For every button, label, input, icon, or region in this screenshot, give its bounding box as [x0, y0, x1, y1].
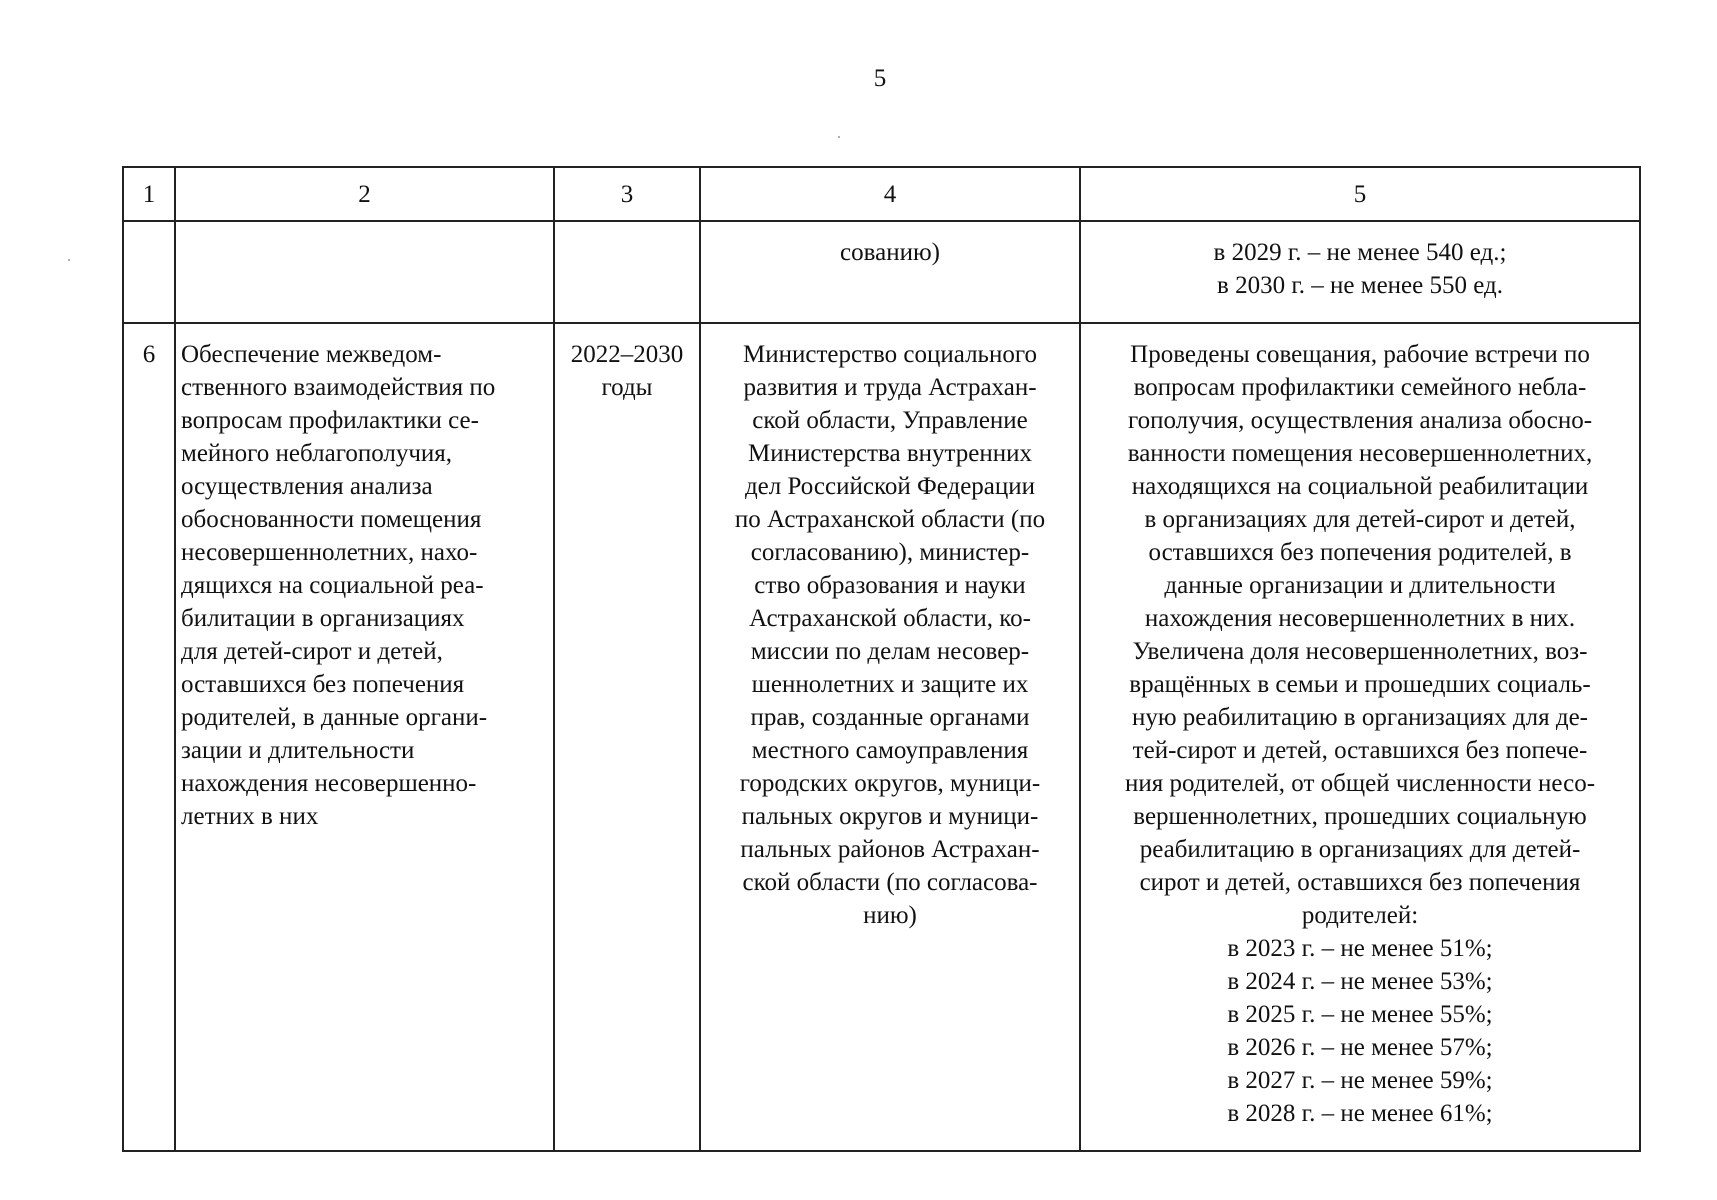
text-line: в 2023 г. – не менее 51%;	[1227, 935, 1493, 962]
text-line: Министерство социального	[743, 341, 1037, 368]
text-line: данные организации и длительности	[1164, 572, 1556, 599]
text-line: вращённых в семьи и прошедших социаль-	[1129, 671, 1591, 698]
text-line: в 2030 г. – не менее 550 ед.	[1217, 272, 1503, 299]
continuation-measure-cell	[175, 221, 554, 323]
page-number: 5	[873, 65, 887, 92]
header-cell-2: 2	[175, 167, 554, 221]
text-line: прав, созданные органами	[750, 704, 1030, 731]
scan-speck	[838, 136, 840, 138]
header-cell-4: 4	[700, 167, 1080, 221]
text-line: ской области, Управление	[752, 407, 1028, 434]
text-line: находящихся на социальной реабилитации	[1131, 473, 1589, 500]
text-line: реабилитацию в организациях для детей-	[1139, 836, 1581, 863]
row-number-cell: 6	[123, 323, 175, 1151]
measure-cell	[175, 323, 554, 1151]
text-line: гополучия, осуществления анализа обосно-	[1127, 407, 1593, 434]
text-line: Увеличена доля несовершеннолетних, воз-	[1132, 638, 1588, 665]
continuation-number-cell	[123, 221, 175, 323]
text-line: Обеспечение межведом-	[181, 341, 442, 368]
header-cell-1: 1	[123, 167, 175, 221]
continuation-period-cell	[554, 221, 700, 323]
text-line: по Астраханской области (по	[734, 506, 1046, 533]
text-line: родителей, в данные органи-	[181, 704, 488, 731]
text-line: сованию)	[840, 239, 940, 266]
text-line: сирот и детей, оставшихся без попечения	[1139, 869, 1581, 896]
text-line: 2022–2030	[570, 341, 684, 368]
text-line: в 2028 г. – не менее 61%;	[1227, 1100, 1493, 1127]
text-line: в 2026 г. – не менее 57%;	[1227, 1034, 1493, 1061]
measures-table	[122, 166, 1641, 1152]
text-line: миссии по делам несовер-	[750, 638, 1030, 665]
scan-speck	[68, 259, 70, 261]
table-row-continuation	[123, 221, 1640, 323]
text-line: в 2025 г. – не менее 55%;	[1227, 1001, 1493, 1028]
text-line: ния родителей, от общей численности несо-	[1124, 770, 1596, 797]
text-line: для детей-сирот и детей,	[181, 638, 443, 665]
text-line: вершеннолетних, прошедших социальную	[1133, 803, 1587, 830]
period-cell	[554, 323, 700, 1151]
continuation-executors-cell	[700, 221, 1080, 323]
text-line: вопросам профилактики се-	[181, 407, 479, 434]
text-line: нахождения несовершенно-	[181, 770, 477, 797]
executors-cell	[700, 323, 1080, 1151]
text-line: Астраханской области, ко-	[749, 605, 1031, 632]
text-line: родителей:	[1301, 902, 1419, 929]
text-line: билитации в организациях	[181, 605, 465, 632]
text-line: мейного неблагополучия,	[181, 440, 453, 467]
header-cell-5: 5	[1080, 167, 1640, 221]
text-line: Министерства внутренних	[748, 440, 1032, 467]
text-line: ную реабилитацию в организациях для де-	[1132, 704, 1588, 731]
text-line: нию)	[863, 902, 917, 929]
text-line: городских округов, муници-	[739, 770, 1041, 797]
results-cell	[1080, 323, 1640, 1151]
text-line: развития и труда Астрахан-	[743, 374, 1037, 401]
header-cell-3: 3	[554, 167, 700, 221]
text-line: в 2029 г. – не менее 540 ед.;	[1213, 239, 1507, 266]
text-line: ской области (по согласова-	[742, 869, 1038, 896]
continuation-results-cell	[1080, 221, 1640, 323]
text-line: вопросам профилактики семейного небла-	[1133, 374, 1587, 401]
text-line: согласованию), министер-	[750, 539, 1030, 566]
text-line: ство образования и науки	[754, 572, 1026, 599]
text-line: летних в них	[181, 803, 319, 830]
text-line: оставшихся без попечения	[181, 671, 465, 698]
text-line: ственного взаимодействия по	[181, 374, 496, 401]
text-line: в 2027 г. – не менее 59%;	[1227, 1067, 1493, 1094]
text-line: Проведены совещания, рабочие встречи по	[1130, 341, 1590, 368]
text-line: дящихся на социальной реа-	[181, 572, 484, 599]
text-line: пальных районов Астрахан-	[740, 836, 1040, 863]
text-line: тей-сирот и детей, оставшихся без попече-	[1132, 737, 1588, 764]
text-line: дел Российской Федерации	[744, 473, 1036, 500]
table-header-row	[123, 167, 1640, 221]
text-line: пальных округов и муници-	[741, 803, 1039, 830]
text-line: в 2024 г. – не менее 53%;	[1227, 968, 1493, 995]
text-line: в организациях для детей-сирот и детей,	[1144, 506, 1576, 533]
text-line: шеннолетних и защите их	[751, 671, 1029, 698]
text-line: оставшихся без попечения родителей, в	[1148, 539, 1572, 566]
text-line: ванности помещения несовершеннолетних,	[1127, 440, 1593, 467]
text-line: обоснованности помещения	[181, 506, 482, 533]
text-line: несовершеннолетних, нахо-	[181, 539, 478, 566]
table-row-6	[123, 323, 1640, 1151]
text-line: годы	[601, 374, 653, 401]
text-line: зации и длительности	[181, 737, 415, 764]
text-line: местного самоуправления	[751, 737, 1029, 764]
text-line: осуществления анализа	[181, 473, 433, 500]
text-line: нахождения несовершеннолетних в них.	[1144, 605, 1576, 632]
